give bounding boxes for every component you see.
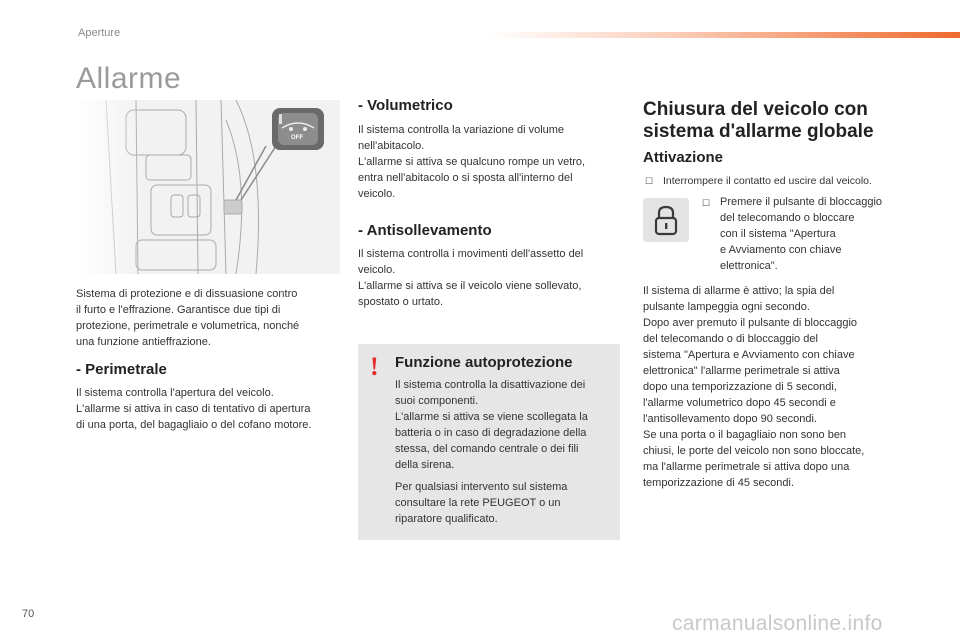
attivazione-heading: Attivazione bbox=[643, 149, 724, 166]
checkbox-bullet-icon-2: ☐ bbox=[702, 198, 711, 208]
section-label: Aperture bbox=[78, 27, 121, 39]
page-number: 70 bbox=[22, 608, 35, 620]
warning-icon: ! bbox=[370, 352, 379, 381]
step-1-text: Interrompere il contatto ed uscire dal veicolo. bbox=[663, 175, 872, 187]
volumetrico-text: Il sistema controlla la variazione di volume nell'abitacolo. L'allarme si attiva se qualcuno rompe un vetro, entra nell'abitacolo o si sposta all'interno del veicolo. bbox=[358, 124, 586, 200]
padlock-icon bbox=[643, 198, 689, 242]
off-label: OFF bbox=[291, 135, 303, 141]
volumetrico-heading: - Volumetrico bbox=[358, 97, 453, 114]
intro-text: Sistema di protezione e di dissuasione contro il furto e l'effrazione. Garantisce due tipi di protezione, perimetrale e volumetrica, nonché una funzione antieffrazione. bbox=[76, 288, 300, 348]
warning-text: Il sistema controlla la disattivazione dei suoi componenti. L'allarme si attiva se viene scollegata la batteria o in caso di degradazione della stessa, del comando centrale o dei fili della sirena. bbox=[395, 379, 588, 471]
warning-heading: Funzione autoprotezione bbox=[395, 354, 573, 371]
step-2-text: Premere il pulsante di bloccaggio del telecomando o bloccare con il sistema "Apertura e Avviamento con chiave elettronica". bbox=[720, 196, 883, 272]
chiusura-text: Il sistema di allarme è attivo; la spia del pulsante lampeggia ogni secondo. Dopo aver premuto il pulsante di bloccaggio del telecomando o di bloccaggio del sistema "Apertura e Avviamento con chiave elettronica" l'allarme perimetrale si attiva dopo una temporizzazione di 5 secondi, l'allarme volumetrico dopo 45 secondi e l'antisollevamento dopo 90 secondi. Se una porta o il bagagliaio non sono ben chiusi, le porte del veicolo non sono bloccate, ma l'allarme perimetrale si attiva dopo una temporizzazione di 45 secondi. bbox=[643, 285, 865, 489]
antisollevamento-heading: - Antisollevamento bbox=[358, 222, 492, 239]
watermark: carmanualsonline.info bbox=[672, 612, 883, 635]
perimetrale-text: Il sistema controlla l'apertura del veicolo. L'allarme si attiva in caso di tentativo di apertura di una porta, del bagagliaio o del cofano motore. bbox=[76, 387, 312, 431]
checkbox-bullet-icon: ☐ bbox=[645, 176, 654, 186]
perimetrale-heading: - Perimetrale bbox=[76, 361, 167, 378]
page-title: Allarme bbox=[76, 62, 182, 95]
header-accent-bar bbox=[488, 32, 960, 38]
warning-note: Per qualsiasi intervento sul sistema consultare la rete PEUGEOT o un riparatore qualificato. bbox=[395, 481, 568, 525]
chiusura-heading: Chiusura del veicolo con sistema d'allarme globale bbox=[643, 99, 874, 142]
antisollevamento-text: Il sistema controlla i movimenti dell'assetto del veicolo. L'allarme si attiva se il veicolo viene sollevato, spostato o urtato. bbox=[358, 248, 584, 308]
alarm-button-illustration bbox=[76, 100, 340, 274]
